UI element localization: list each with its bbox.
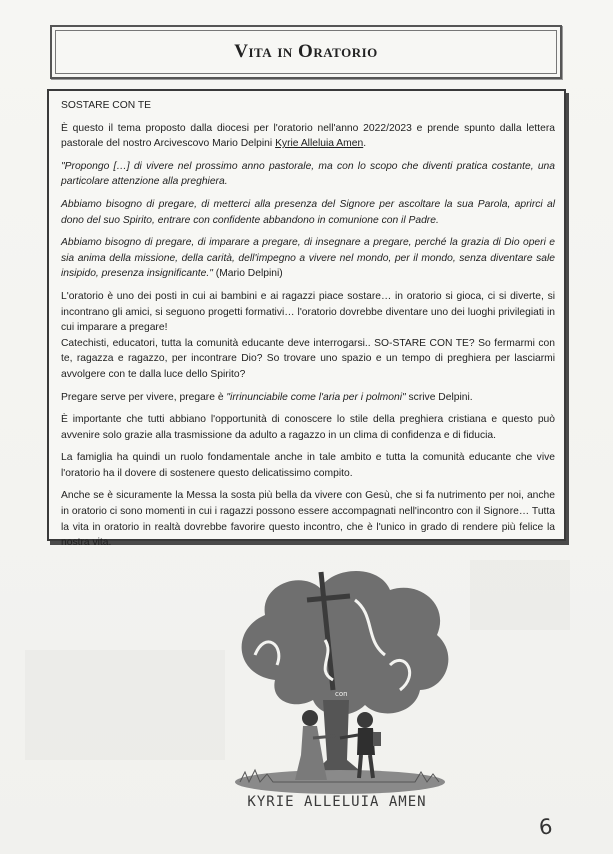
paragraph-family: La famiglia ha quindi un ruolo fondamentale anche in tale ambito e tutta la comunità educante che vive l'oratorio ha il dovere di sostenere questo delicatissimo compito. [61, 452, 555, 479]
quote-paragraph-3: Abbiamo bisogno di pregare, di imparare a pregare, di insegnare a pregare, perché la grazia di Dio operi e sia anima della missione, della carità, dell'impegno a vivere nel mondo, per il mondo, senza diventare sale insipido, presenza insignificante." (Mario Delpini) [61, 237, 555, 280]
paragraph-prayer: Pregare serve per vivere, pregare è "irrinunciabile come l'aria per i polmoni" scrive Delpini. [61, 391, 473, 403]
banner-text: KYRIE ALLELUIA AMEN [247, 794, 427, 810]
figure-woman-head [302, 710, 318, 726]
article-box [47, 89, 566, 549]
page-number: 6 [537, 814, 554, 840]
paragraph-tradition: È importante che tutti abbiano l'opportunità di conoscere lo stile della preghiera cristiana e questo può avvenire solo grazie alla trasmissione da adulto a ragazzo in un clima di confidenza e di fiducia. [61, 414, 555, 441]
page-title: Vita in Oratorio [234, 41, 378, 62]
paragraph-mass: Anche se è sicuramente la Messa la sosta più bella da vivere con Gesù, che si fa nutrimento per noi, anche in oratorio ci sono momenti in cui i ragazzi possono essere accompagnati nell'incontro con il Signore… Tutta la vita in oratorio in realtà dovrebbe favorire questo incontro, che è l'unico in grado di rendere più felice la nostra vita. [61, 490, 555, 549]
title-box [50, 25, 562, 79]
quote-author: (Mario Delpini) [212, 268, 283, 280]
quote-paragraph-1: "Propongo […] di vivere nel prossimo anno pastorale, ma con lo scopo che diventi pratica costante, una particolare attenzione alla preghiera. [61, 160, 555, 188]
tree-illustration [215, 560, 460, 815]
figure-child-head [357, 712, 373, 728]
paragraph-intro: È questo il tema proposto dalla diocesi per l'oratorio nell'anno 2022/2023 e prende spunto dalla lettera pastorale del nostro Arcivescovo Mario Delpini Kyrie Alleluia Amen. [61, 122, 555, 150]
quote-paragraph-2: Abbiamo bisogno di pregare, di metterci alla presenza del Signore per ascoltare la sua Parola, aprirci al dono del suo Spirito, entrare con confidente abbandono in comunione con il Padre. [61, 198, 555, 226]
paragraph-oratorio: L'oratorio è uno dei posti in cui ai bambini e ai ragazzi piace sostare… in oratorio si gioca, ci si diverte, si incontrano gli amici, si seguono progetti formativi… l'oratorio dovrebbe diventare uno dei luoghi privilegiati in cui imparare a pregare! Catechisti, educatori, tutta la comunità educante deve interrogarsi.. SO-STARE CON TE? So fermarmi con te, ragazza e ragazzo, per incontrare Dio? So trovare uno spazio e un tempo di preghiera per lasciarmi avvolgere con te dalla luce dello Spirito? [61, 290, 555, 380]
logo-small-text: con [335, 690, 348, 698]
article-heading: SOSTARE CON TE [61, 100, 152, 111]
pastoral-letter-link: Kyrie Alleluia Amen [275, 138, 364, 150]
